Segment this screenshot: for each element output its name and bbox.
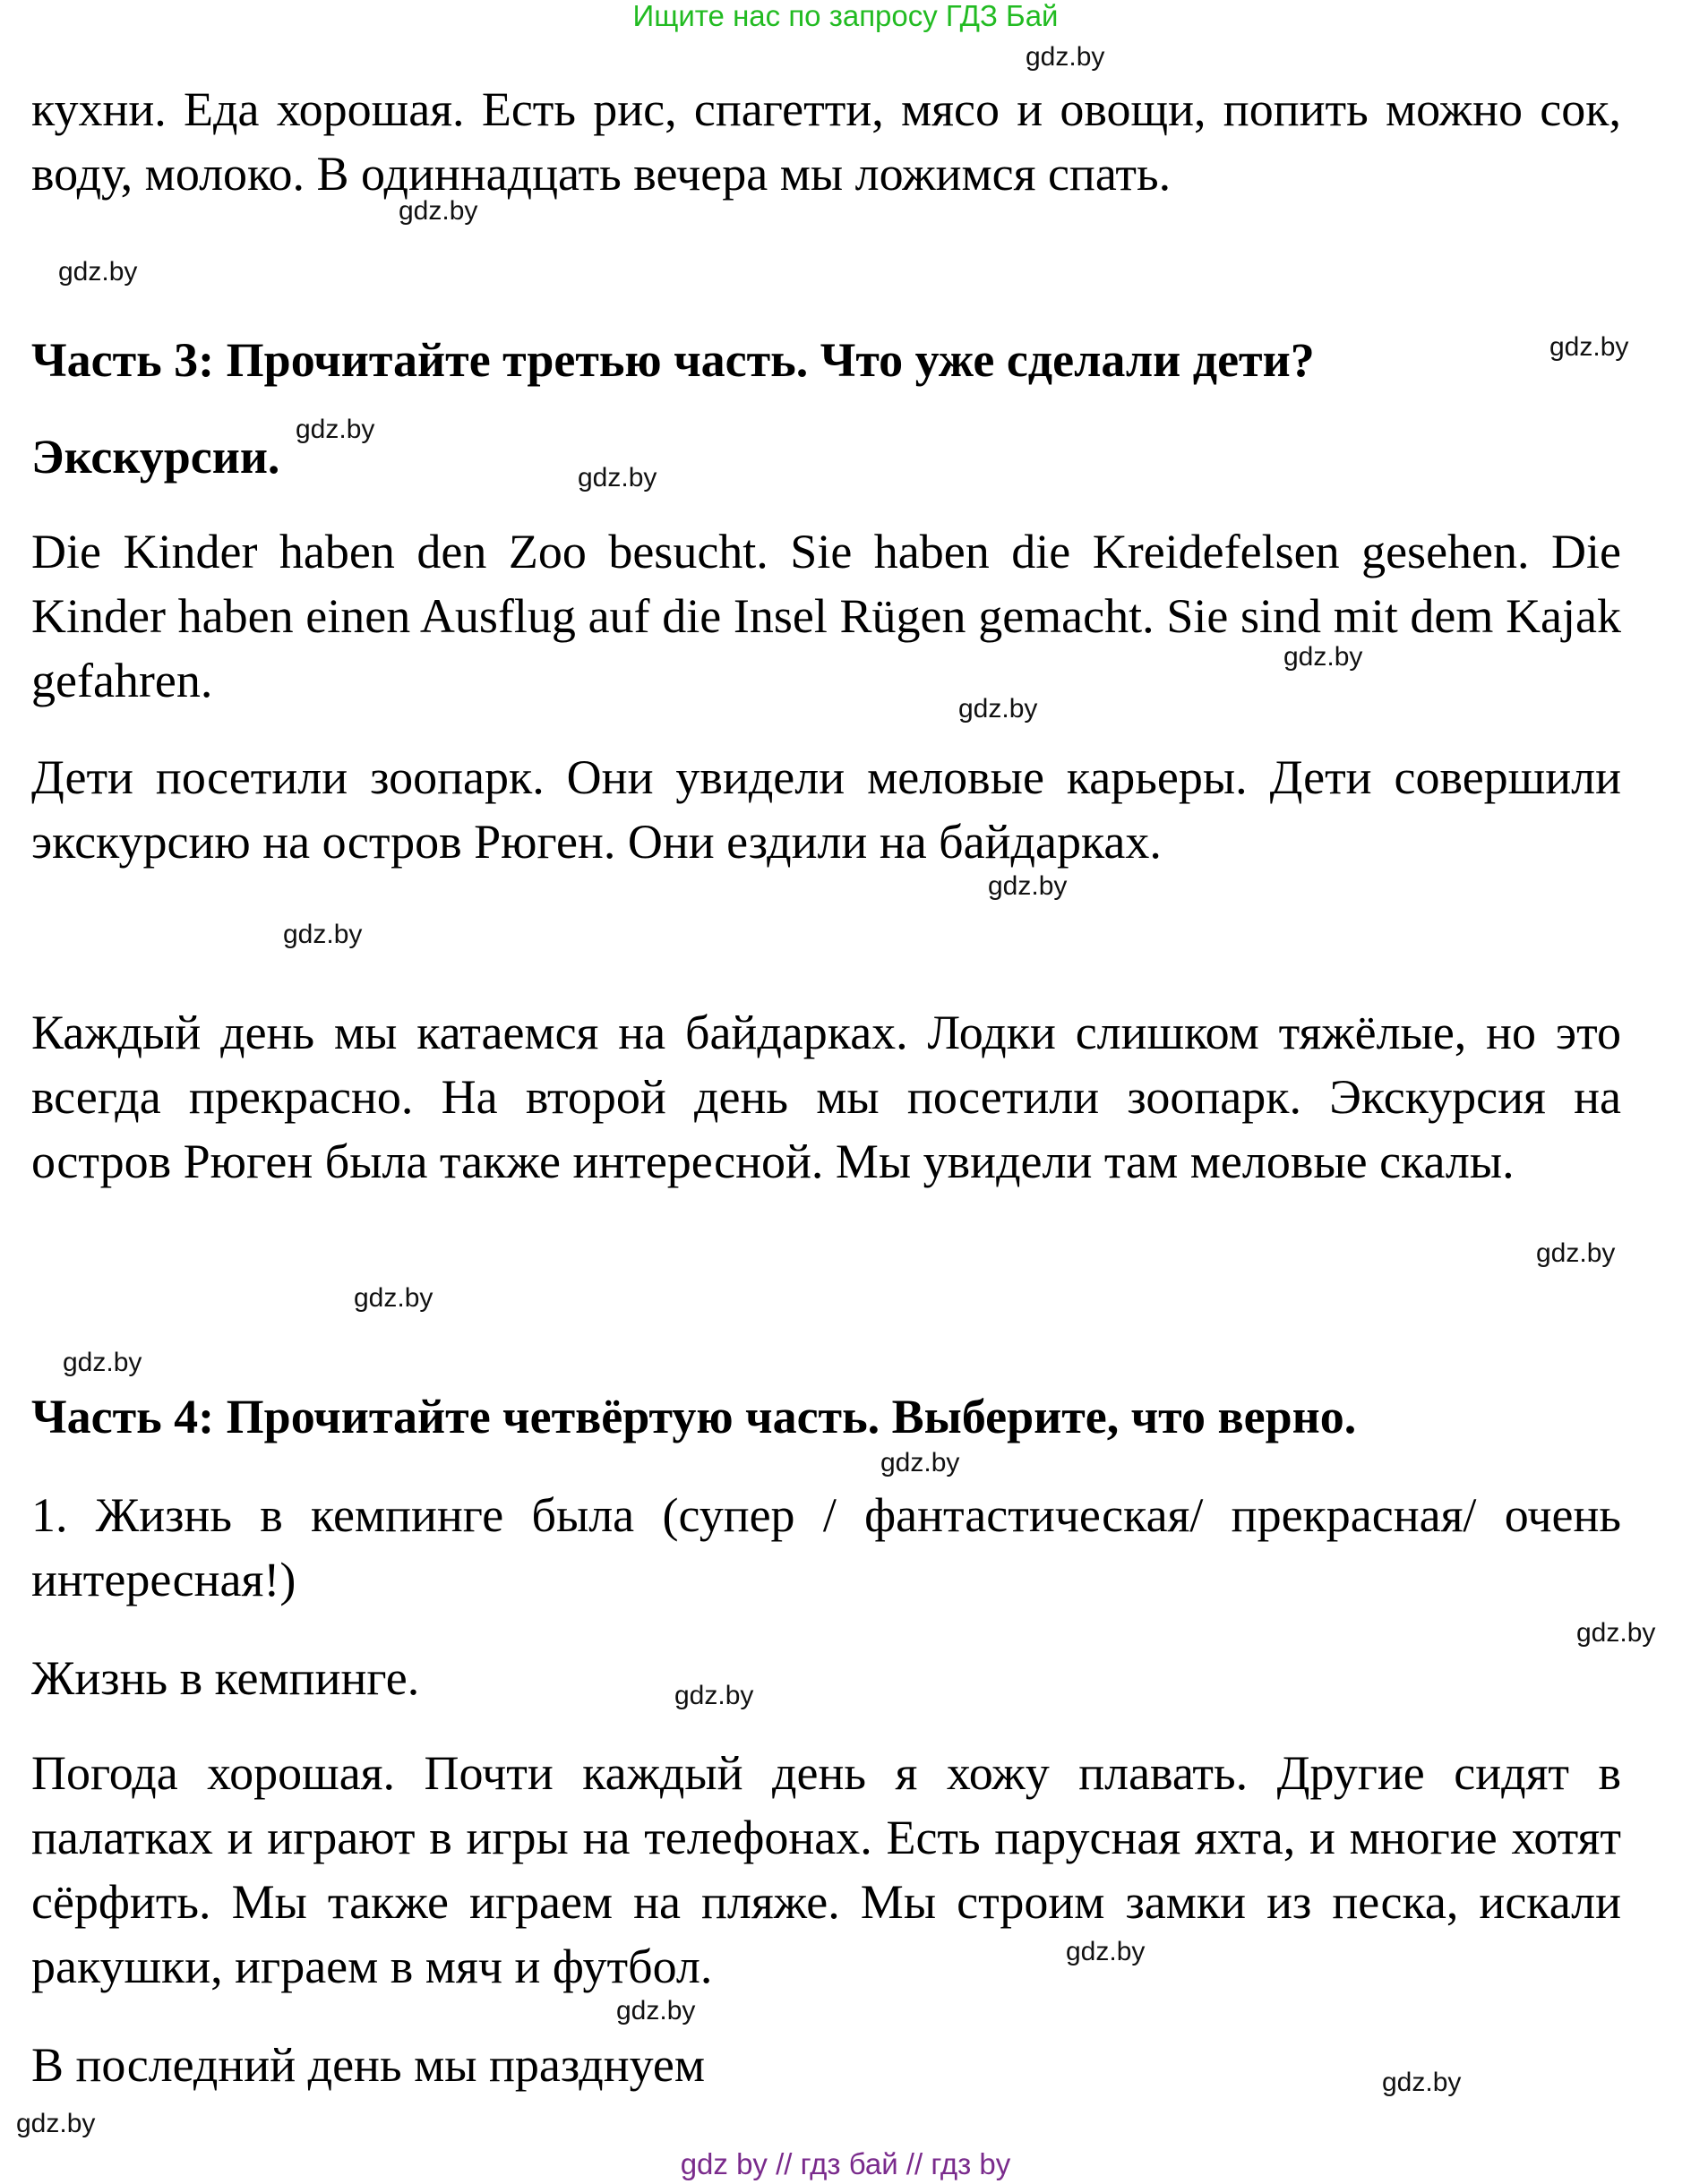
question-1-paragraph: 1. Жизнь в кемпинге была (супер / фантастическая/ прекрасная/ очень интересная!) <box>31 1488 1621 1606</box>
watermark: gdz.by <box>1283 642 1363 672</box>
paragraph-kitchen: кухни. Еда хорошая. Есть рис, спагетти, мясо и овощи, попить можно сок, воду, молоко. В одиннадцать вечера мы ложимся спать. <box>31 82 1621 201</box>
kayak-paragraph: Каждый день мы катаемся на байдарках. Лодки слишком тяжёлые, но это всегда прекрасно. На второй день мы посетили зоопарк. Экскурсия на остров Рюген была также интересной. Мы увидели там меловые скалы. <box>31 1006 1621 1188</box>
watermark: gdz.by <box>58 257 138 287</box>
watermark: gdz.by <box>399 196 478 226</box>
watermark: gdz.by <box>296 415 375 444</box>
section-3-heading: Часть 3: Прочитайте третью часть. Что уже сделали дети? <box>31 333 1315 387</box>
watermark: gdz.by <box>880 1448 960 1477</box>
watermark: gdz.by <box>616 1996 696 2026</box>
watermark: gdz.by <box>1549 332 1629 362</box>
section-4-heading: Часть 4: Прочитайте четвёртую часть. Выберите, что верно. <box>31 1390 1357 1443</box>
watermark: gdz.by <box>1382 2068 1462 2097</box>
watermark: gdz.by <box>1066 1937 1146 1966</box>
german-paragraph: Die Kinder haben den Zoo besucht. Sie haben die Kreidefelsen gesehen. Die Kinder haben einen Ausflug auf die Insel Rügen gemacht. Sie sind mit dem Kajak gefahren. <box>31 525 1621 707</box>
watermark: gdz.by <box>674 1681 754 1710</box>
russian-translation-paragraph: Дети посетили зоопарк. Они увидели меловые карьеры. Дети совершили экскурсию на остров Рюген. Они ездили на байдарках. <box>31 750 1621 869</box>
watermark: gdz.by <box>1536 1238 1616 1268</box>
watermark: gdz.by <box>1576 1618 1656 1648</box>
weather-paragraph: Погода хорошая. Почти каждый день я хожу плавать. Другие сидят в палатках и играют в игры на телефонах. Есть парусная яхта, и многие хотят сёрфить. Мы также играем на пляже. Мы строим замки из песка, искали ракушки, играем в мяч и футбол. <box>31 1746 1621 1993</box>
excursions-heading: Экскурсии. <box>31 430 280 484</box>
watermark: gdz.by <box>283 920 363 949</box>
watermark: gdz.by <box>988 871 1068 901</box>
camping-life-title: Жизнь в кемпинге. <box>31 1651 420 1705</box>
top-banner-link[interactable]: Ищите нас по запросу ГДЗ Бай <box>632 0 1059 32</box>
watermark: gdz.by <box>1026 42 1105 72</box>
last-day-paragraph: В последний день мы празднуем <box>31 2038 706 2092</box>
watermark: gdz.by <box>958 694 1038 724</box>
watermark: gdz.by <box>16 2109 96 2138</box>
watermark: gdz.by <box>63 1348 142 1377</box>
watermark: gdz.by <box>354 1283 433 1313</box>
watermark: gdz.by <box>578 463 657 492</box>
footer-links[interactable]: gdz by // гдз бай // гдз by <box>680 2147 1011 2180</box>
